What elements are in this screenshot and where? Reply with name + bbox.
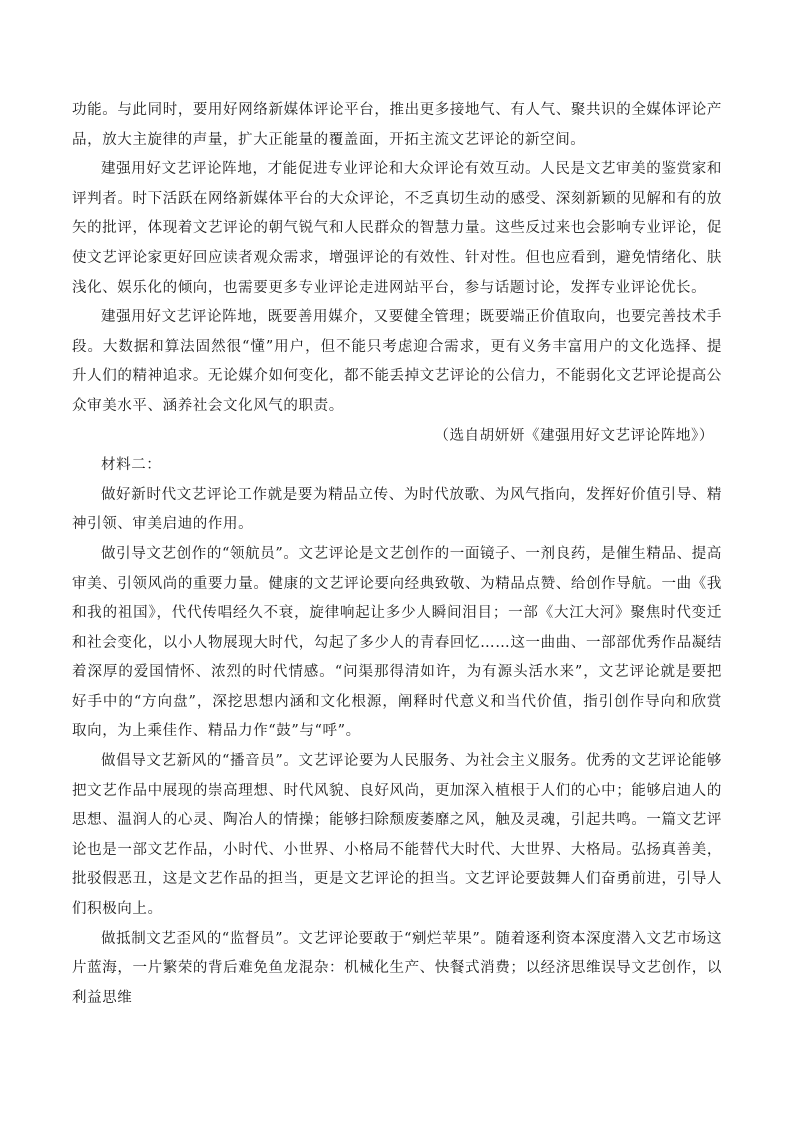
- paragraph-continuation: 功能。与此同时，要用好网络新媒体评论平台，推出更多接地气、有人气、聚共识的全媒体评论产品，放大主旋律的声量，扩大正能量的覆盖面，开拓主流文艺评论的新空间。: [72, 102, 722, 148]
- paragraph-management: 建强用好文艺评论阵地，既要善用媒介，又要健全管理；既要端正价值取向，也要完善技术手段。大数据和算法固然很“懂”用户，但不能只考虑迎合需求，更有义务丰富用户的文化选择、提升人们的精神追求。无论媒介如何变化，都不能丢掉文艺评论的公信力，不能弱化文艺评论提高公众审美水平、涵养社会文化风气的职责。: [72, 309, 722, 414]
- source-note: （选自胡妍妍《建强用好文艺评论阵地》）: [434, 427, 714, 444]
- paragraph-announcer: 做倡导文艺新风的“播音员”。文艺评论要为人民服务、为社会主义服务。优秀的文艺评论能够把文艺作品中展现的崇高理想、时代风貌、良好风尚，更加深入植根于人们的心中；能够启迪人的思想、温润人的心灵、陶冶人的情操；能够扫除颓废萎靡之风，触及灵魂，引起共鸣。一篇文艺评论也是一部文艺作品，小时代、小世界、小格局不能替代大时代、大世界、大格局。弘扬真善美，批驳假恶丑，这是文艺作品的担当，更是文艺评论的担当。文艺评论要鼓舞人们奋勇前进，引导人们积极向上。: [72, 753, 722, 918]
- paragraph-navigator: 做引导文艺创作的“领航员”。文艺评论是文艺创作的一面镜子、一剂良药，是催生精品、提高审美、引领风尚的重要力量。健康的文艺评论要向经典致敬、为精品点赞、给创作导航。一曲《我和我的祖国》，代代传唱经久不衰，旋律响起让多少人瞬间泪目；一部《大江大河》聚焦时代变迁和社会变化，以小人物展现大时代，勾起了多少人的青春回忆……这一曲曲、一部部优秀作品凝结着深厚的爱国情怀、浓烈的时代情感。“问渠那得清如许，为有源头活水来”，文艺评论就是要把好手中的“方向盘”，深挖思想内涵和文化根源，阐释时代意义和当代价值，指引创作导向和欣赏取向，为上乘佳作、精品力作“鼓”与“呼”。: [72, 545, 722, 740]
- paragraph-supervisor: 做抵制文艺歪风的“监督员”。文艺评论要敢于“剜烂苹果”。随着逐利资本深度潜入文艺市场这片蓝海，一片繁荣的背后难免鱼龙混杂：机械化生产、快餐式消费；以经济思维误导文艺创作，以利益思维: [72, 930, 722, 1006]
- paragraph-intro: 做好新时代文艺评论工作就是要为精品立传、为时代放歌、为风气指向，发挥好价值引导、精神引领、审美启迪的作用。: [72, 486, 722, 533]
- document-page: [72, 96, 722, 1013]
- paragraph-interaction: 建强用好文艺评论阵地，才能促进专业评论和大众评论有效互动。人民是文艺审美的鉴赏家和评判者。时下活跃在网络新媒体平台的大众评论，不乏真切生动的感受、深刻新颖的见解和有的放矢的批评，体现着文艺评论的朝气锐气和人民群众的智慧力量。这些反过来也会影响专业评论，促使文艺评论家更好回应读者观众需求，增强评论的有效性、针对性。但也应看到，避免情绪化、肤浅化、娱乐化的倾向，也需要更多专业评论走进网站平台，参与话题讨论，发挥专业评论优长。: [72, 161, 722, 296]
- material-two-heading: 材料二：: [101, 457, 162, 474]
